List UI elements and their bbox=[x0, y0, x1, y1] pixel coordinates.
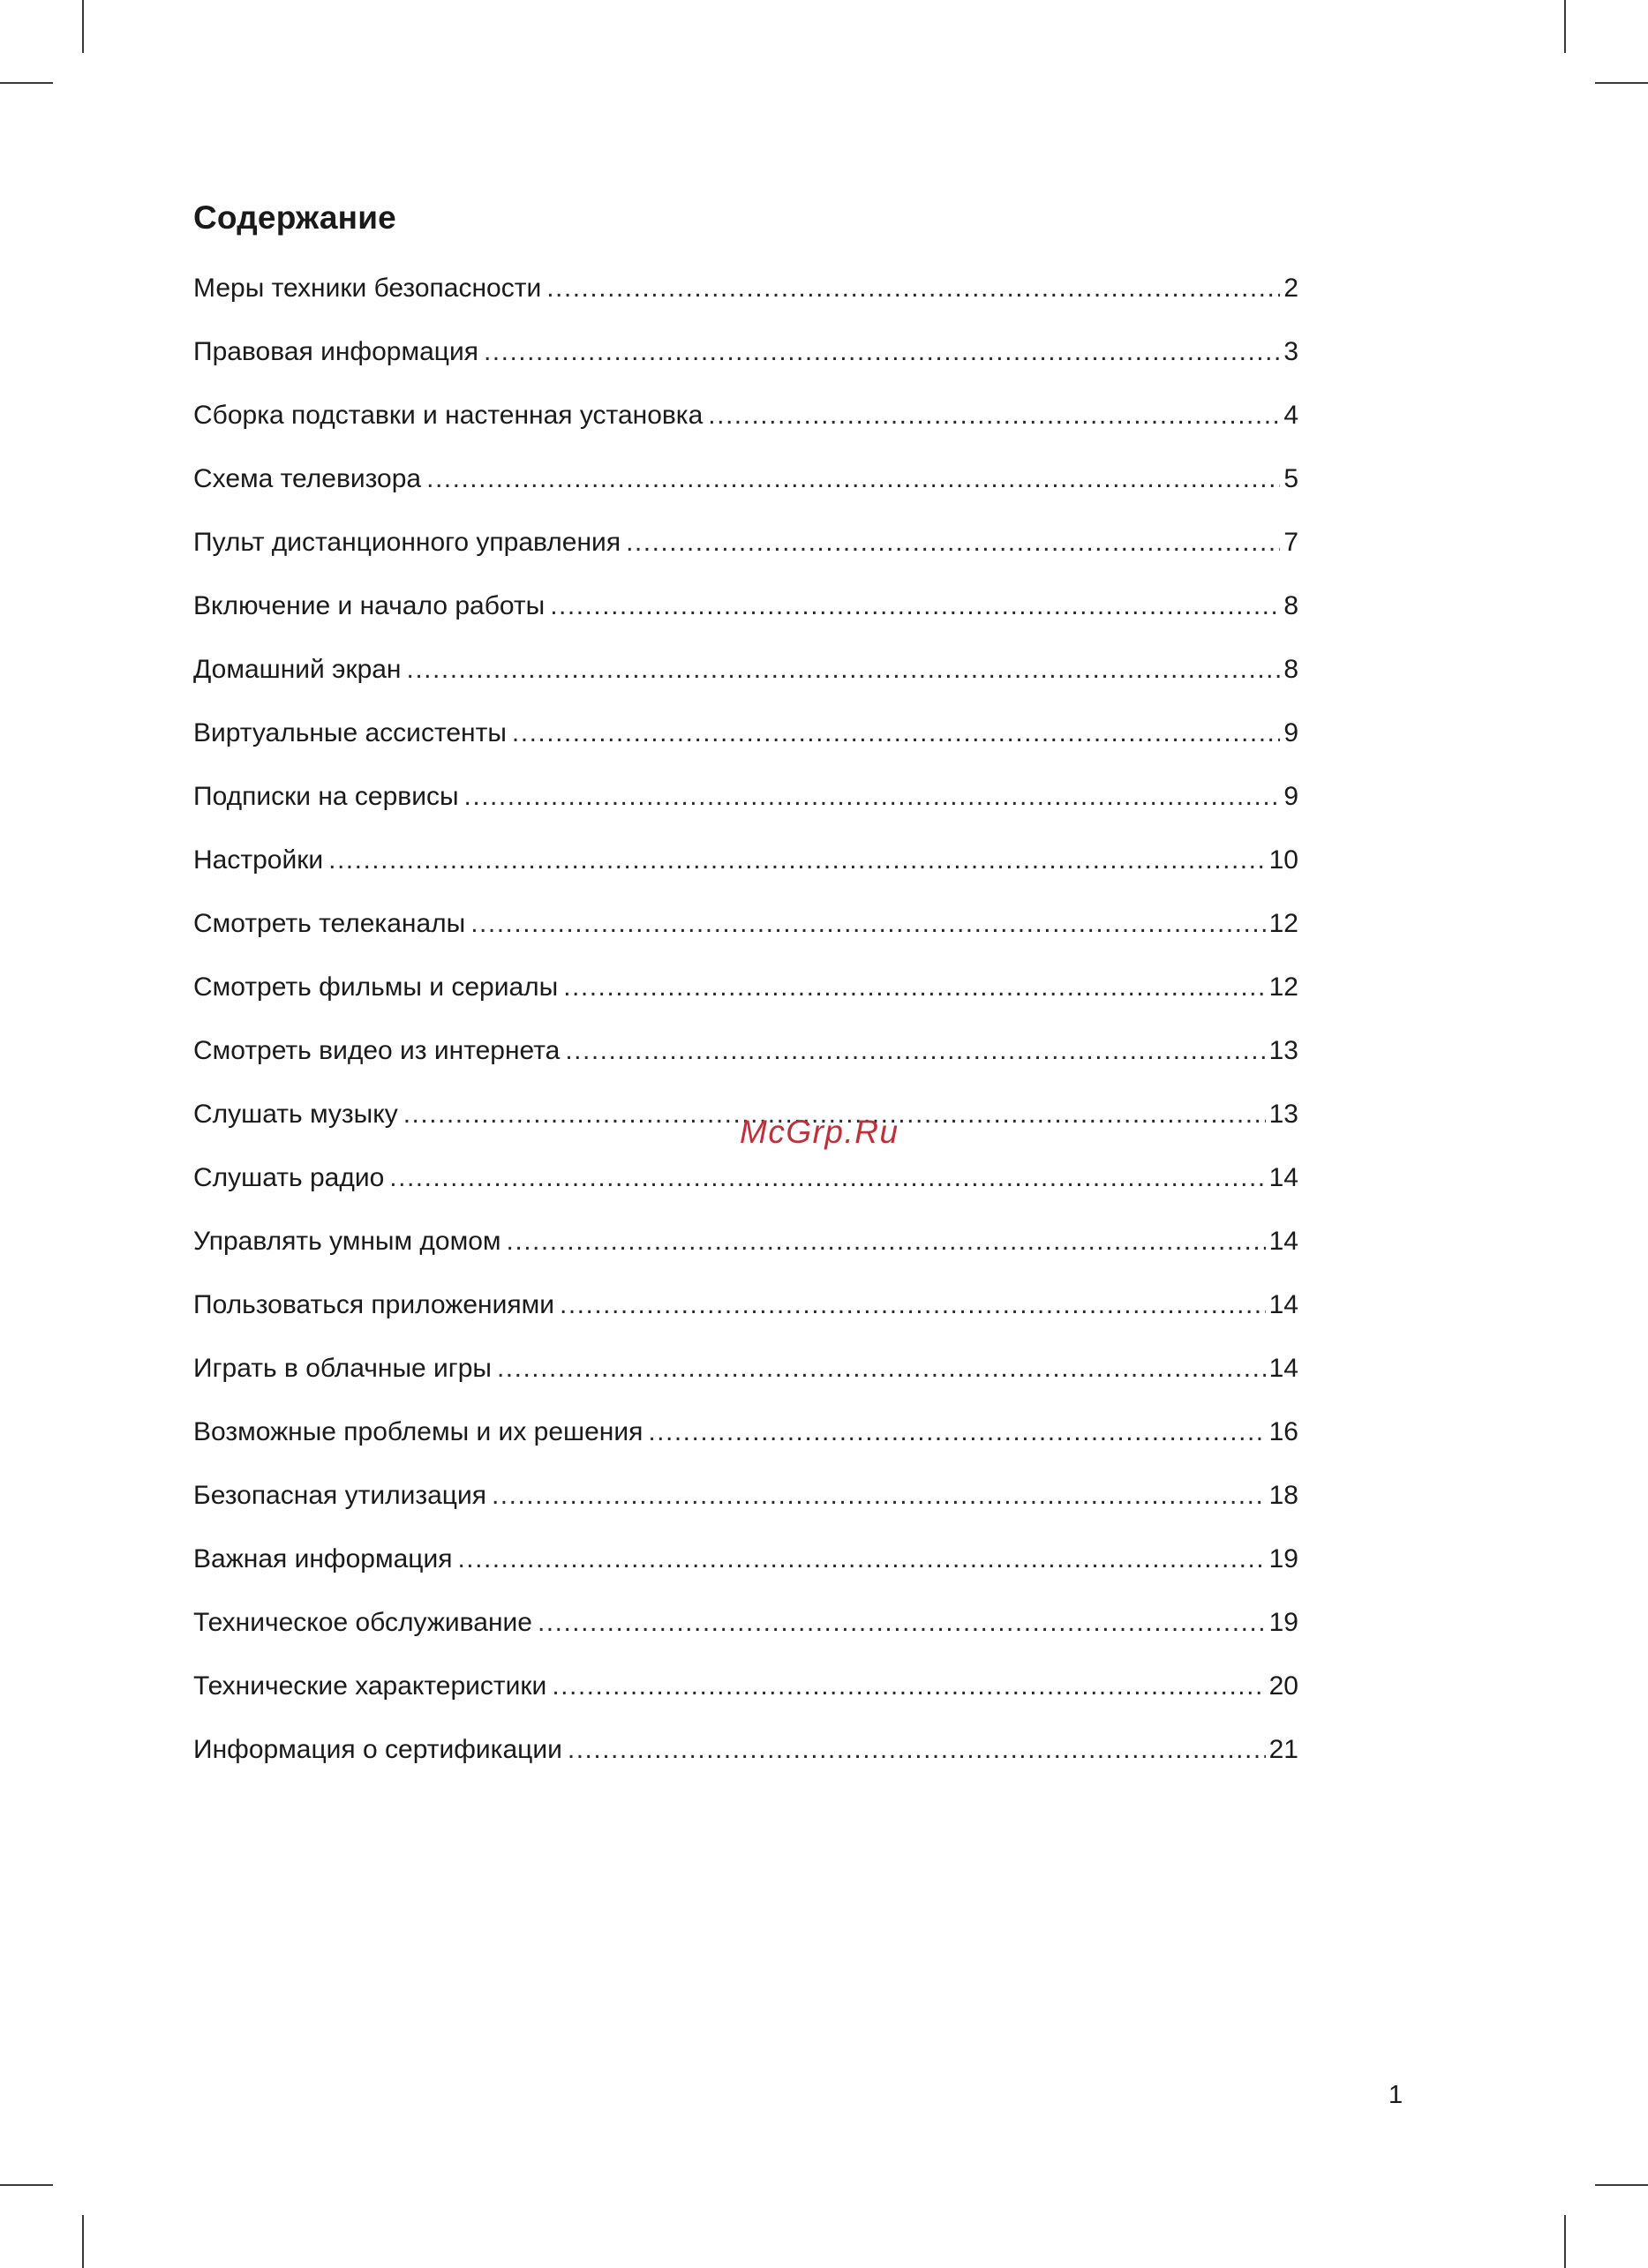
toc-entry-page-number: 14 bbox=[1268, 1163, 1298, 1192]
toc-entry[interactable] bbox=[193, 966, 1298, 1030]
toc-dot-leader bbox=[507, 1220, 1266, 1263]
crop-mark-top-left-vertical bbox=[82, 0, 84, 53]
toc-entry[interactable] bbox=[193, 458, 1298, 522]
watermark: McGrp.Ru bbox=[740, 1114, 899, 1150]
toc-entry-page-number: 10 bbox=[1268, 845, 1298, 875]
page-number: 1 bbox=[1388, 2081, 1403, 2109]
crop-mark-top-right-horizontal bbox=[1595, 82, 1648, 84]
toc-entry-page-number: 14 bbox=[1268, 1227, 1298, 1256]
toc-entry[interactable] bbox=[193, 1602, 1298, 1665]
toc-entry-page-number: 20 bbox=[1268, 1671, 1298, 1701]
toc-entry-label: Виртуальные ассистенты bbox=[193, 718, 507, 747]
toc-entry[interactable] bbox=[193, 1538, 1298, 1602]
toc-entry[interactable] bbox=[193, 1729, 1298, 1792]
toc-entry-label: Информация о сертификации bbox=[193, 1735, 562, 1764]
toc-dot-leader bbox=[497, 1348, 1266, 1390]
toc-entry[interactable] bbox=[193, 1665, 1298, 1729]
toc-entry-page-number: 19 bbox=[1268, 1608, 1298, 1637]
toc-entry-label: Технические характеристики bbox=[193, 1671, 547, 1701]
toc-entry-page-number: 4 bbox=[1283, 401, 1298, 430]
toc-entry-label: Включение и начало работы bbox=[193, 591, 546, 620]
toc-entry-label: Подписки на сервисы bbox=[193, 782, 459, 811]
toc-dot-leader bbox=[389, 1157, 1265, 1199]
page-title: Содержание bbox=[193, 199, 396, 236]
toc-dot-leader bbox=[563, 966, 1265, 1009]
toc-entry-page-number: 9 bbox=[1283, 718, 1298, 747]
toc-dot-leader bbox=[648, 1411, 1265, 1453]
toc-entry[interactable] bbox=[193, 903, 1298, 966]
toc-entry-label: Важная информация bbox=[193, 1544, 453, 1573]
toc-entry-label: Техническое обслуживание bbox=[193, 1608, 532, 1637]
toc-entry-label: Правовая информация bbox=[193, 337, 478, 366]
toc-entry[interactable] bbox=[193, 1030, 1298, 1093]
toc-entry-label: Слушать радио bbox=[193, 1163, 385, 1192]
toc-entry-page-number: 8 bbox=[1283, 655, 1298, 684]
toc-entry-label: Безопасная утилизация bbox=[193, 1481, 486, 1510]
toc-entry-page-number: 21 bbox=[1268, 1735, 1298, 1764]
toc-entry-label: Управлять умным домом bbox=[193, 1227, 501, 1256]
toc-entry-label: Пользоваться приложениями bbox=[193, 1290, 554, 1319]
toc-dot-leader bbox=[538, 1602, 1266, 1644]
toc-entry[interactable] bbox=[193, 522, 1298, 585]
toc-entry-page-number: 19 bbox=[1268, 1544, 1298, 1573]
toc-entry-page-number: 3 bbox=[1283, 337, 1298, 366]
table-of-contents bbox=[193, 267, 1298, 1792]
toc-entry-page-number: 2 bbox=[1283, 274, 1298, 303]
toc-entry-page-number: 18 bbox=[1268, 1481, 1298, 1510]
toc-entry-page-number: 13 bbox=[1268, 1100, 1298, 1129]
toc-entry-page-number: 7 bbox=[1283, 528, 1298, 557]
toc-entry-label: Домашний экран bbox=[193, 655, 402, 684]
toc-entry-label: Смотреть видео из интернета bbox=[193, 1036, 561, 1065]
toc-entry-label: Играть в облачные игры bbox=[193, 1354, 492, 1383]
toc-dot-leader bbox=[626, 522, 1280, 564]
toc-entry-label: Настройки bbox=[193, 845, 324, 875]
toc-entry-page-number: 12 bbox=[1268, 973, 1298, 1002]
toc-entry-page-number: 9 bbox=[1283, 782, 1298, 811]
toc-dot-leader bbox=[407, 649, 1281, 691]
toc-entry[interactable] bbox=[193, 394, 1298, 458]
crop-mark-bottom-left-vertical bbox=[82, 2215, 84, 2268]
toc-entry-page-number: 16 bbox=[1268, 1417, 1298, 1446]
toc-dot-leader bbox=[492, 1475, 1266, 1517]
toc-dot-leader bbox=[546, 267, 1280, 310]
toc-entry[interactable] bbox=[193, 1475, 1298, 1538]
crop-mark-bottom-right-horizontal bbox=[1595, 2184, 1648, 2186]
toc-dot-leader bbox=[484, 331, 1280, 373]
toc-dot-leader bbox=[568, 1729, 1266, 1771]
toc-entry-label: Пульт дистанционного управления bbox=[193, 528, 621, 557]
toc-entry[interactable] bbox=[193, 267, 1298, 331]
toc-dot-leader bbox=[426, 458, 1280, 500]
toc-dot-leader bbox=[552, 1665, 1265, 1708]
crop-mark-top-right-vertical bbox=[1564, 0, 1566, 53]
toc-entry[interactable] bbox=[193, 839, 1298, 903]
toc-entry[interactable] bbox=[193, 1284, 1298, 1348]
toc-entry[interactable] bbox=[193, 585, 1298, 649]
toc-entry-label: Слушать музыку bbox=[193, 1100, 398, 1129]
toc-dot-leader bbox=[470, 903, 1265, 945]
crop-mark-bottom-right-vertical bbox=[1564, 2215, 1566, 2268]
toc-entry[interactable] bbox=[193, 776, 1298, 839]
toc-entry-label: Схема телевизора bbox=[193, 464, 422, 493]
toc-entry-label: Смотреть телеканалы bbox=[193, 909, 466, 938]
toc-entry-page-number: 14 bbox=[1268, 1354, 1298, 1383]
toc-dot-leader bbox=[708, 394, 1280, 437]
toc-dot-leader bbox=[457, 1538, 1265, 1581]
toc-dot-leader bbox=[512, 712, 1280, 755]
toc-entry[interactable] bbox=[193, 1157, 1298, 1220]
toc-dot-leader bbox=[560, 1284, 1266, 1326]
toc-dot-leader bbox=[565, 1030, 1265, 1072]
toc-dot-leader bbox=[464, 776, 1281, 818]
toc-entry[interactable] bbox=[193, 1348, 1298, 1411]
toc-dot-leader bbox=[550, 585, 1280, 627]
toc-entry-page-number: 13 bbox=[1268, 1036, 1298, 1065]
toc-entry-page-number: 8 bbox=[1283, 591, 1298, 620]
toc-entry[interactable] bbox=[193, 331, 1298, 394]
toc-entry-page-number: 14 bbox=[1268, 1290, 1298, 1319]
toc-entry-label: Смотреть фильмы и сериалы bbox=[193, 973, 559, 1002]
toc-entry[interactable] bbox=[193, 1220, 1298, 1284]
toc-entry-page-number: 12 bbox=[1268, 909, 1298, 938]
toc-entry-label: Сборка подставки и настенная установка bbox=[193, 401, 704, 430]
toc-dot-leader bbox=[328, 839, 1266, 882]
toc-entry[interactable] bbox=[193, 1411, 1298, 1475]
toc-entry-label: Возможные проблемы и их решения bbox=[193, 1417, 643, 1446]
toc-entry[interactable] bbox=[193, 712, 1298, 776]
crop-mark-bottom-left-horizontal bbox=[0, 2184, 53, 2186]
toc-entry[interactable] bbox=[193, 649, 1298, 712]
toc-entry-page-number: 5 bbox=[1283, 464, 1298, 493]
crop-mark-top-left-horizontal bbox=[0, 82, 53, 84]
toc-entry-label: Меры техники безопасности bbox=[193, 274, 542, 303]
